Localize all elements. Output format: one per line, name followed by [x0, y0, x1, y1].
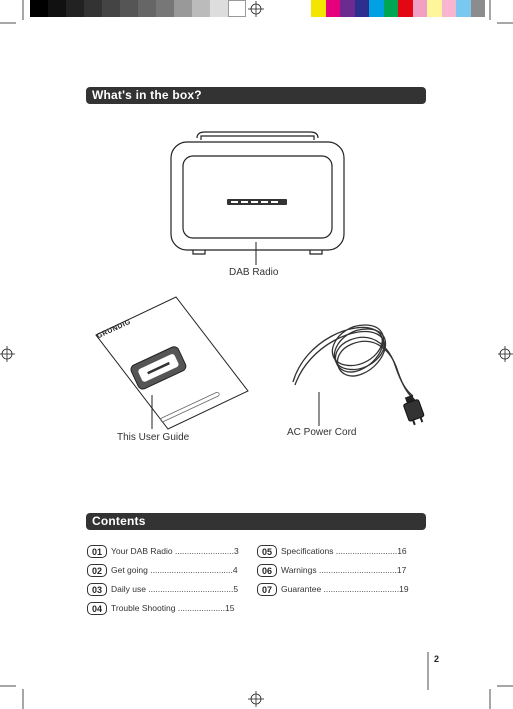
- toc-label: Warnings .................................17: [281, 565, 407, 575]
- caption-dab-radio: DAB Radio: [229, 267, 279, 278]
- toc-number: 01: [87, 545, 107, 558]
- toc-entry[interactable]: [87, 601, 234, 615]
- toc-entry[interactable]: [257, 582, 409, 596]
- toc-number: 03: [87, 583, 107, 596]
- toc-label: Specifications ..........................16: [281, 546, 407, 556]
- toc-number: 06: [257, 564, 277, 577]
- toc-number: 05: [257, 545, 277, 558]
- toc-number: 02: [87, 564, 107, 577]
- toc-label: Trouble Shooting ....................15: [111, 603, 235, 613]
- guide-brand-logo: GRUNDIG: [96, 318, 133, 341]
- toc-label: Your DAB Radio .........................3: [111, 546, 239, 556]
- toc-label: Get going ...................................4: [111, 565, 238, 575]
- toc-number: 04: [87, 602, 107, 615]
- power-cord-illustration: [285, 300, 435, 430]
- toc-entry[interactable]: [257, 544, 407, 558]
- page-number: 2: [434, 654, 440, 664]
- toc-entry[interactable]: [87, 582, 238, 596]
- user-guide-illustration: [80, 295, 260, 430]
- toc-label: Daily use ....................................5: [111, 584, 239, 594]
- toc-entry[interactable]: [87, 544, 239, 558]
- section-header-box: What's in the box?: [86, 87, 426, 104]
- toc-number: 07: [257, 583, 277, 596]
- toc-entry[interactable]: [87, 563, 238, 577]
- caption-user-guide: This User Guide: [117, 432, 190, 443]
- toc-label: Guarantee ................................19: [281, 584, 409, 594]
- caption-power-cord: AC Power Cord: [287, 427, 357, 438]
- section-header-contents: Contents: [86, 513, 426, 530]
- dab-radio-illustration: [165, 130, 350, 265]
- toc-entry[interactable]: [257, 563, 406, 577]
